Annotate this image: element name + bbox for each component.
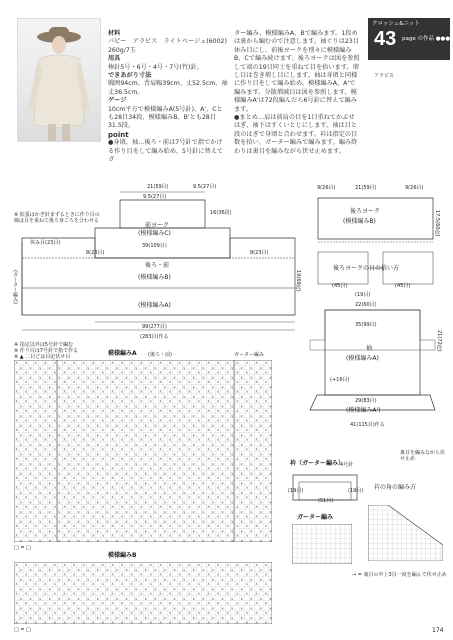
yarn-amount: 260g/7玉: [108, 46, 136, 54]
note-4: ※ ▲ 二目どは目記伏せ目: [14, 354, 71, 360]
front-yoke-label: 前ヨーク: [145, 222, 170, 229]
tools-text: 棒針5号・6号・4号・7号(竹)針。: [108, 63, 203, 71]
sleeve-pattern-a2-label: (模様編みA'): [346, 407, 381, 414]
sleeve-cuff-dim: 41(115目)作る: [350, 422, 385, 428]
rest-stitches-label: 休み目(23目): [30, 240, 61, 246]
pickup-3-dim: (45目): [395, 283, 411, 289]
back-yoke-pattern-label: (模様編みB): [343, 218, 376, 225]
sleeve-cuff-note: 裏目を編みながら伏せ止め: [400, 450, 446, 462]
gauge-heading: ゲージ: [108, 97, 127, 105]
legend-bottom: → = 裏目の中上3目一度を編んで伏せ止め: [352, 572, 447, 578]
size-heading: できあがり寸法: [108, 72, 152, 80]
gauge-text: 10cm平方で模様編みA(5号針)、A'、Cとも28目34段、模様編みB、B'とも28目31.5段。: [108, 105, 223, 130]
page-label: page の作品 ●●●: [402, 36, 451, 42]
pattern-a-title: 模様編みA: [108, 350, 137, 357]
note-3: ※ 作り目は7号針で指で作る: [14, 348, 78, 354]
back-yoke-label: 後ろヨーク: [350, 208, 381, 215]
back-side-right-dim: 9(26目): [405, 185, 424, 191]
body-pattern-a-label: (模様編みA): [138, 302, 171, 309]
collar-title: 衿（ガーター編み）: [290, 460, 345, 467]
pattern-b-title: 模様編みB: [108, 552, 137, 559]
section-label: アラビス: [374, 73, 395, 79]
pickup-2-dim: (19目): [355, 292, 371, 298]
back-yoke-pickup-label: 後ろヨークの目の拾い方: [333, 265, 400, 272]
garter-side-label: (ガーター編み): [12, 270, 18, 304]
sleeve-top-dim: 22(60目): [355, 302, 377, 308]
note-2: ※ 指定以外は5号針で編む: [14, 342, 73, 348]
collar-corner-title: 衿の角の編み方: [374, 484, 417, 491]
sleeve-low-dim: 29(83目): [355, 398, 377, 404]
total-width-dim: (283目)作る: [140, 334, 169, 340]
sleeve-mid-dim: 35(99目): [355, 322, 377, 328]
model-photo: [17, 18, 101, 142]
back-height-dim: 17.5(60段): [434, 210, 440, 237]
pickup-1-dim: (45目): [332, 283, 348, 289]
category-label: クロッシェ&ニット: [372, 21, 420, 27]
back-yoke-diagram: [308, 184, 443, 294]
note-1: ※ 拡張はかぎ針まずるときに作り目の線は目を重ねて後ろ身ごろを合わせる: [14, 212, 100, 224]
pattern-a-chart: [14, 360, 272, 542]
body-height-dim: 19(60段): [295, 270, 301, 292]
front-side-right-dim: 9.5(27目): [193, 184, 217, 190]
garter-label-a: ガーター編み: [234, 352, 265, 358]
yarn-text: パピー アラビス ライトベージュ(6002): [108, 38, 227, 46]
sleeve-pattern-a-label: (模様編みA): [346, 355, 379, 362]
armhole-right-dim: 8(23目): [250, 250, 269, 256]
bust-width-dim: 39(109目): [142, 243, 167, 249]
sleeve-height-dim: 21(72段): [436, 330, 442, 352]
tools-heading: 用具: [108, 55, 121, 63]
body-pattern-b-label: (模様編みB): [138, 274, 171, 281]
size-text: 胸囲94cm、背肩幅39cm、丈52.5cm、袖丈36.5cm。: [108, 80, 228, 96]
sleeve-label: 袖: [366, 345, 373, 352]
point-text-2: ター編み、模様編みA、Bで編みます。1段めは裏から編むので注意します。袖ぐりは23目休み目にし、前後ヨークを別々に模様編みB、Cで編み続けます。後ろヨークは図を参照して端の19目同士を重ねて目を拾います。増し目は巻き増し目にします。袖は身頃と同様に作り目をして編み始め、模様編みA、A'で編みます。分散増減目は図を参照します。模様編みA'は72段編んだら6号針に替えて編みます。: [234, 30, 360, 113]
armhole-left-dim: 8(23目): [86, 250, 105, 256]
collar-1-dim: (19目): [288, 488, 304, 494]
collar-corner-chart: [368, 505, 443, 561]
legend-1: □ = □: [14, 545, 31, 551]
model-figure-icon: [18, 19, 100, 141]
yoke-height-dim: 16(36段): [210, 210, 232, 216]
materials-block: [108, 30, 228, 165]
collar-2-dim: (51目): [318, 498, 334, 504]
point-text-1: ●身頃、袖…後ろ・前は7号針で指でかける作り目をして編み始め、5号針に替えてガ: [108, 139, 224, 164]
collar-size-label: 4号針: [340, 462, 354, 468]
garter-chart: [292, 524, 352, 564]
plus-16-label: (+16目): [330, 377, 350, 383]
collar-3-dim: (19目): [348, 488, 364, 494]
body-diagram: [10, 180, 300, 340]
materials-heading: 材料: [108, 30, 121, 37]
body-width-dim: 99(277目): [142, 324, 167, 330]
point-heading: point: [108, 130, 129, 139]
page-number-title: 43: [374, 28, 397, 50]
category-header: [368, 18, 450, 60]
pattern-b-chart: [14, 562, 272, 624]
back-side-left-dim: 9(26目): [317, 185, 336, 191]
back-total-dim: 21(59目): [355, 185, 377, 191]
point-text-3: ●まとめ…肩は前肩の目を1目重ねてかぶせはぎ、袖下はすくいとじにします。袖は目と段のはぎで身頃と合わせます。衿は指定の目数を拾い、ガーター編みで編みます。編み終わりは裏目を編みながら伏せ止めます。: [234, 114, 358, 155]
garter-title: ガーター編み: [297, 514, 334, 521]
page-number: 174: [432, 627, 444, 634]
instructions-block: [234, 30, 360, 156]
front-yoke-pattern-label: (模様編みC): [138, 230, 171, 237]
front-side-left-dim: 9.5(27目): [143, 194, 167, 200]
front-width-dim: 21(59目): [147, 184, 169, 190]
pattern-a-note: (後ろ・前): [148, 352, 172, 358]
body-label: 後ろ・前: [145, 262, 170, 269]
legend-2: □ = □: [14, 627, 31, 633]
